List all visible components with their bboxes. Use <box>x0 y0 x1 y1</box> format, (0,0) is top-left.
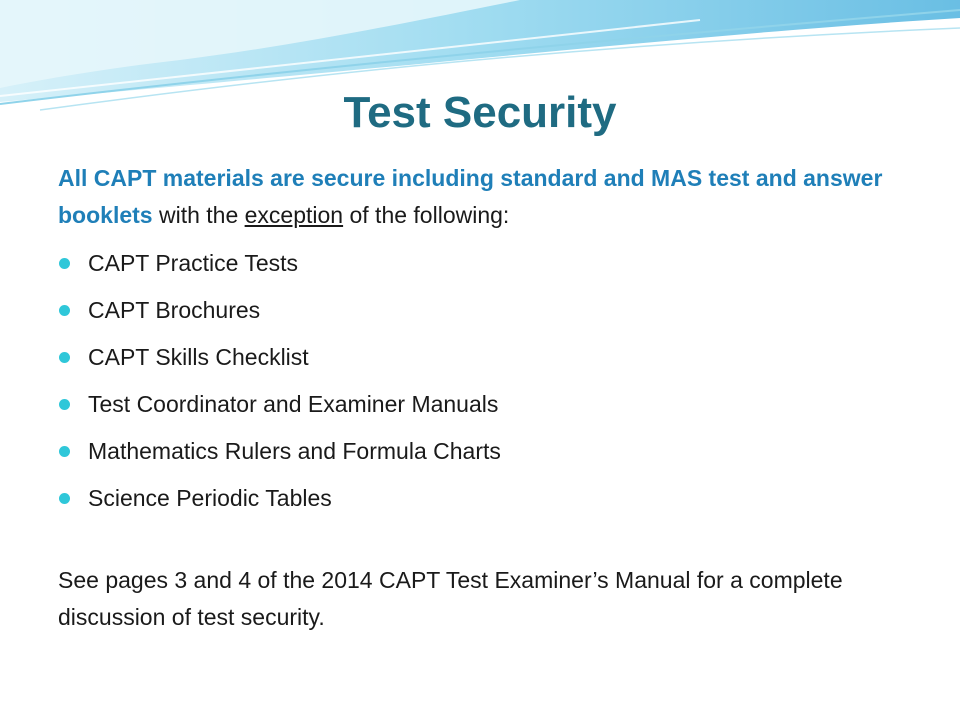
list-item <box>58 240 918 287</box>
list-item <box>58 334 918 381</box>
intro-end: of the following: <box>343 202 510 228</box>
list-item-text: CAPT Skills Checklist <box>88 344 309 370</box>
list-item-text: Test Coordinator and Examiner Manuals <box>88 391 499 417</box>
bullet-dot-icon <box>59 258 70 269</box>
intro-paragraph <box>58 160 918 234</box>
list-item <box>58 381 918 428</box>
list-item-text: CAPT Practice Tests <box>88 250 299 276</box>
footer-note: See pages 3 and 4 of the 2014 CAPT Test Examiner’s Manual for a complete discussion of test security. <box>58 567 843 630</box>
list-item-text: Science Periodic Tables <box>88 485 332 511</box>
bullet-dot-icon <box>59 305 70 316</box>
slide-title: Test Security <box>343 88 617 137</box>
list-item <box>58 475 918 522</box>
intro-underlined-word: exception <box>244 202 344 228</box>
exception-list <box>58 240 918 522</box>
list-item <box>58 287 918 334</box>
intro-emphasis: All CAPT materials are secure including standard and MAS test and answer booklets <box>58 165 883 228</box>
list-item <box>58 428 918 475</box>
list-item-text: CAPT Brochures <box>88 297 261 323</box>
intro-middle: with the <box>152 202 245 228</box>
slide-body <box>58 160 918 659</box>
bullet-dot-icon <box>59 352 70 363</box>
list-item-text: Mathematics Rulers and Formula Charts <box>88 438 501 464</box>
bullet-dot-icon <box>59 446 70 457</box>
bullet-dot-icon <box>59 493 70 504</box>
bullet-dot-icon <box>59 399 70 410</box>
